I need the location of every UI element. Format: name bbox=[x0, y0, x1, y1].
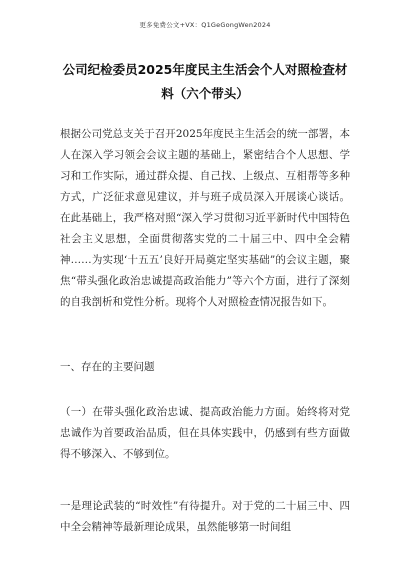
sub-heading-paragraph bbox=[60, 402, 350, 465]
item-one-text: 一是理论武装的“时效性”有待提升。对于党的二十届三中、四中全会精神等最新理论成果，虽然能够第一时间组 bbox=[60, 500, 350, 533]
header-note: 更多免费公文+VX：Q1GeGongWen2024 bbox=[139, 21, 271, 29]
item-one-paragraph bbox=[60, 496, 350, 538]
document-title: 公司纪检委员2025年度民主生活会个人对照检查材料（六个带头） bbox=[62, 62, 348, 101]
section-heading bbox=[60, 357, 350, 378]
intro-text: 根据公司党总支关于召开2025年度民主生活会的统一部署，本人在深入学习领会会议主题的基础上，紧密结合个人思想、学习和工作实际，通过群众提、自己找、上级点、互相帮等多种方式，广泛征求意见建议，并与班子成员深入开展谈心谈话。在此基础上，我严格对照“深入学习贯彻习近平新时代中国特色社会主义思想，全面贯彻落实党的二十届三中、四中全会精神……为实现‘十五五’良好开局奠定坚实基础”的会议主题，聚焦“带头强化政治忠诚提高政治能力”等六个方面，进行了深刻的自我剖析和党性分析。现将个人对照检查情况报告如下。 bbox=[60, 128, 350, 308]
intro-paragraph bbox=[60, 124, 350, 313]
sub-heading-text: （一）在带头强化政治忠诚、提高政治能力方面。始终将对党忠诚作为首要政治品质，但在具体实践中，仍感到有些方面做得不够深入、不够到位。 bbox=[60, 406, 350, 460]
section-heading-text: 一、存在的主要问题 bbox=[60, 361, 155, 373]
